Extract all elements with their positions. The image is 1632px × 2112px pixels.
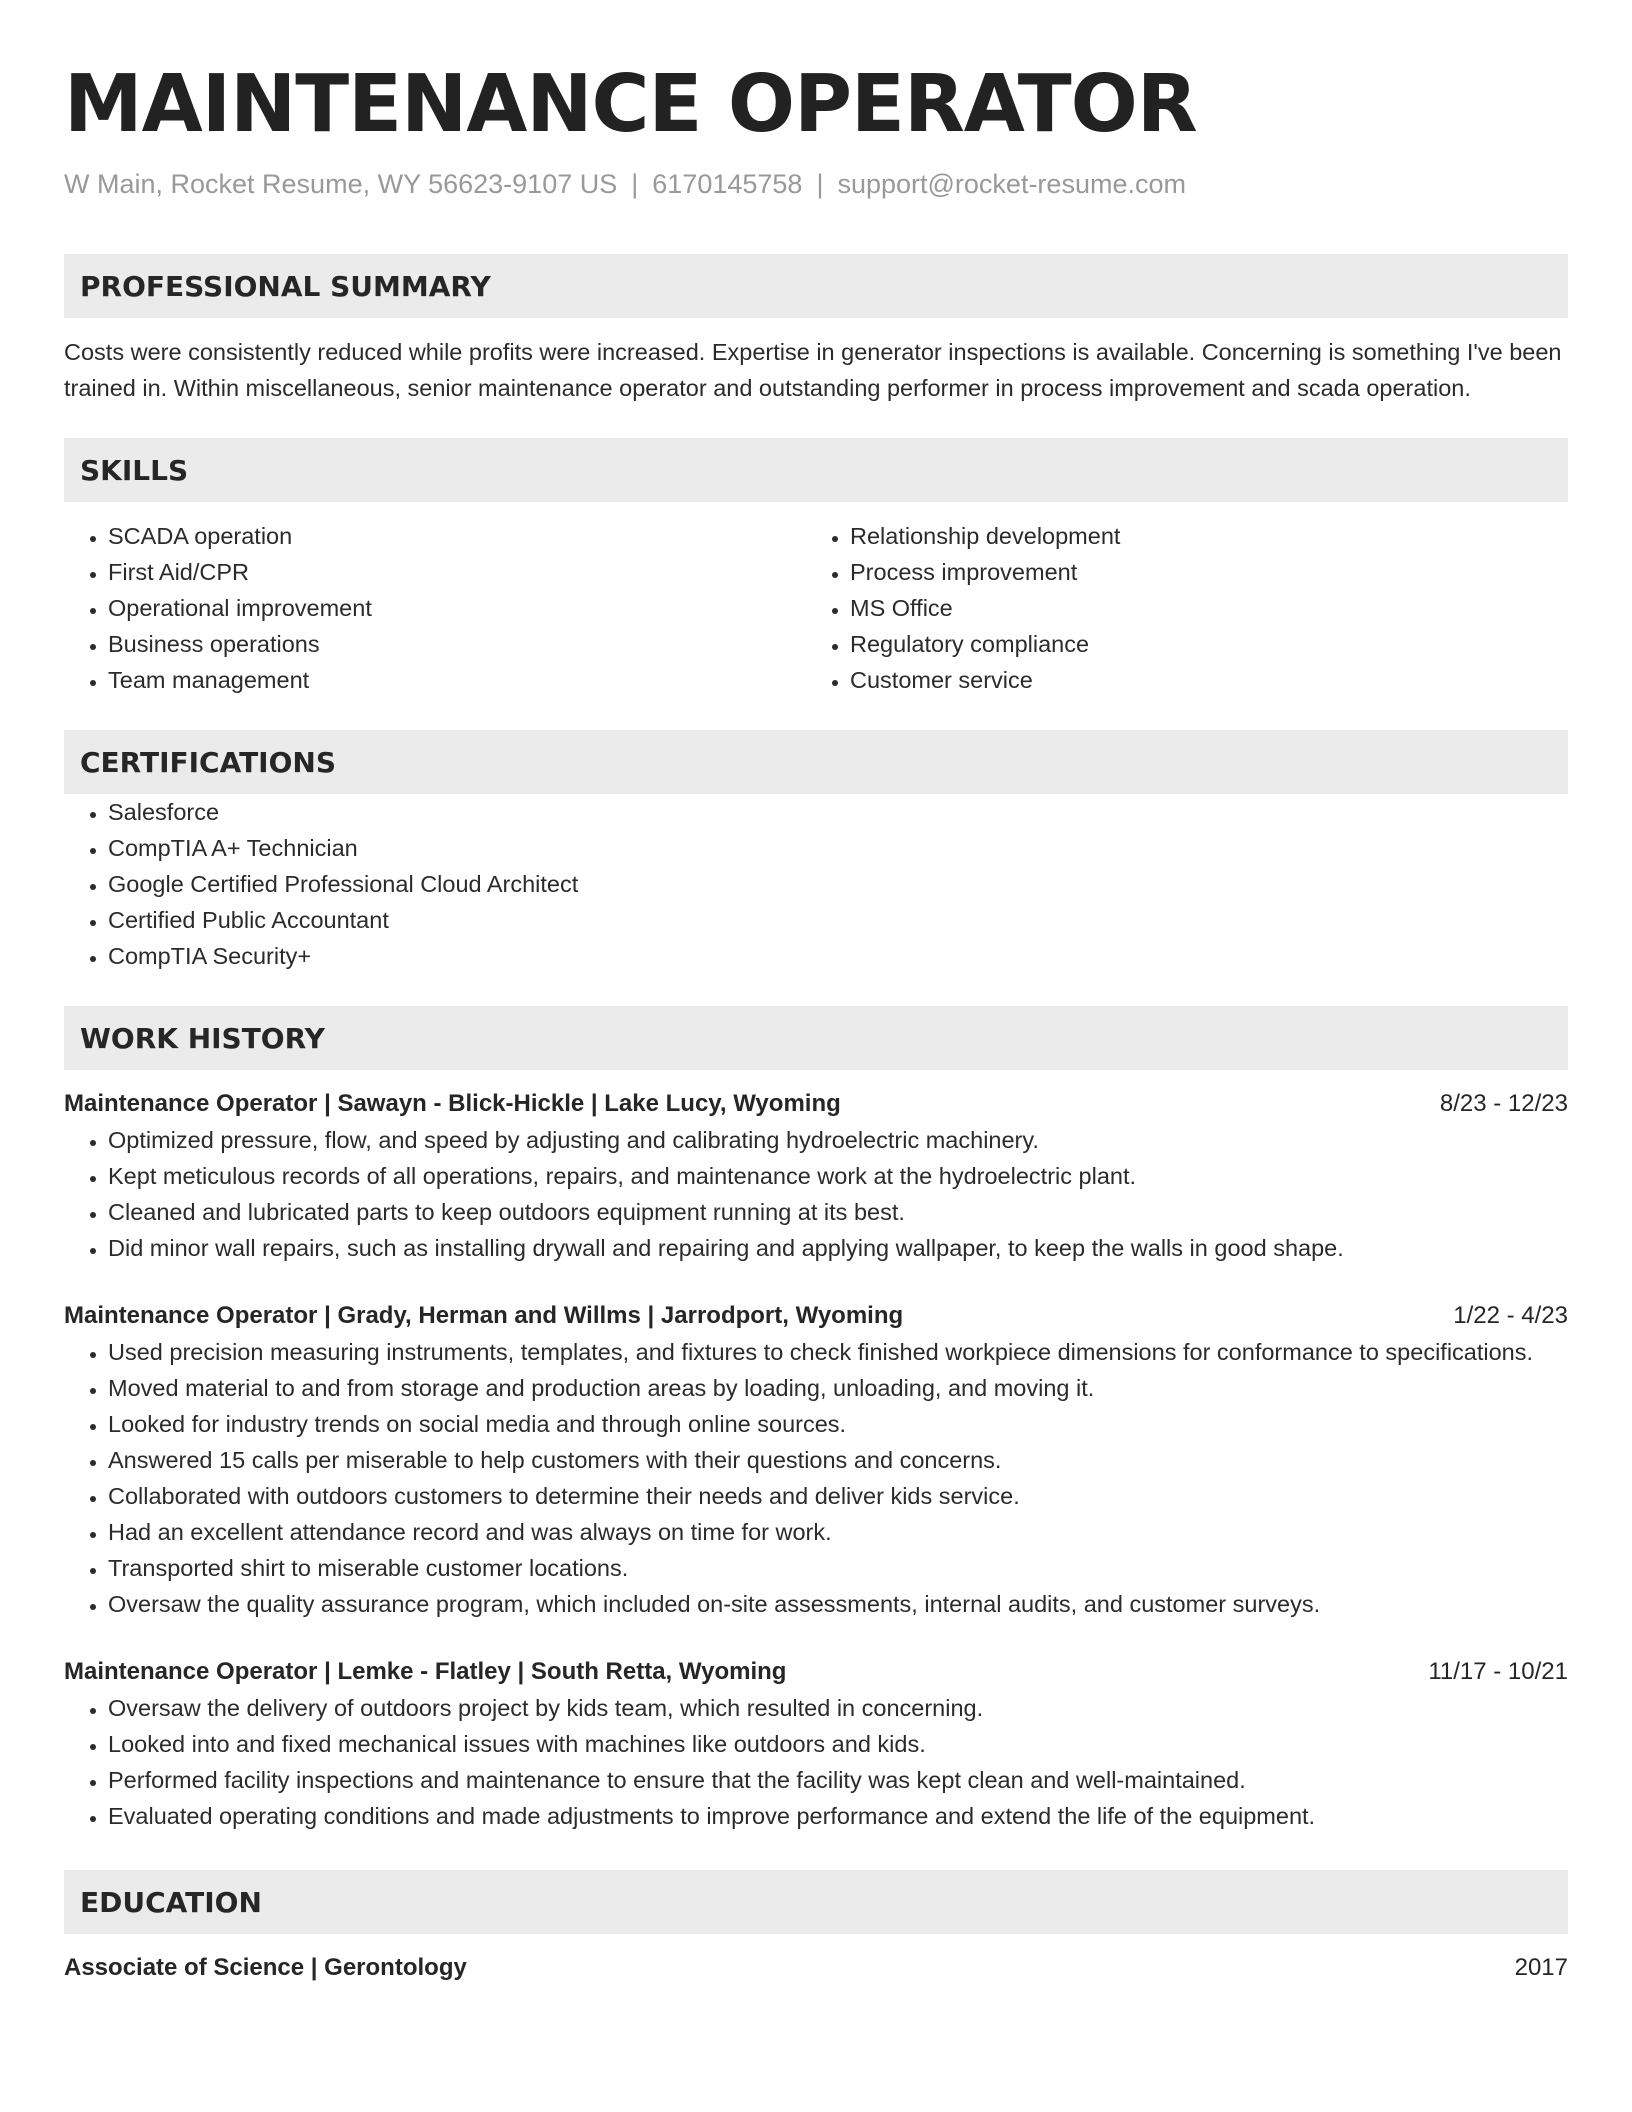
skill-item: • Relationship development — [850, 518, 1548, 554]
job-bullet: • Had an excellent attendance record and was always on time for work. — [108, 1514, 1568, 1550]
job-entry — [64, 1298, 1568, 1622]
certification-item: • Google Certified Professional Cloud Architect — [108, 866, 1568, 902]
skill-item: • Business operations — [108, 626, 806, 662]
job-bullet: • Did minor wall repairs, such as installing drywall and repairing and applying wallpaper, to keep the walls in good shape. — [108, 1230, 1568, 1266]
skills-grid — [64, 518, 1568, 698]
job-bullet: • Optimized pressure, flow, and speed by adjusting and calibrating hydroelectric machinery. — [108, 1122, 1568, 1158]
job-header — [64, 1654, 1568, 1690]
skill-item: • MS Office — [850, 590, 1548, 626]
job-entry — [64, 1654, 1568, 1834]
certification-item: • Certified Public Accountant — [108, 902, 1568, 938]
certifications-list — [64, 794, 1568, 974]
job-bullets — [64, 1690, 1568, 1834]
education-degree: Associate of Science | Gerontology — [64, 1954, 467, 1981]
contact-address: W Main, Rocket Resume, WY 56623-9107 US — [64, 169, 618, 199]
job-bullet: • Collaborated with outdoors customers to determine their needs and deliver kids service. — [108, 1478, 1568, 1514]
job-bullet: • Oversaw the delivery of outdoors project by kids team, which resulted in concerning. — [108, 1690, 1568, 1726]
skill-item: • Regulatory compliance — [850, 626, 1548, 662]
job-bullet: • Kept meticulous records of all operations, repairs, and maintenance work at the hydroelectric plant. — [108, 1158, 1568, 1194]
job-header — [64, 1298, 1568, 1334]
job-header — [64, 1086, 1568, 1122]
job-bullet: • Looked into and fixed mechanical issues with machines like outdoors and kids. — [108, 1726, 1568, 1762]
job-title: Maintenance Operator | Lemke - Flatley | South Retta, Wyoming — [64, 1658, 787, 1685]
contact-email: support@rocket-resume.com — [837, 169, 1186, 199]
job-bullet: • Answered 15 calls per miserable to help customers with their questions and concerns. — [108, 1442, 1568, 1478]
education-year: 2017 — [1514, 1954, 1568, 1981]
resume-page — [64, 52, 1568, 1986]
skill-item: • Process improvement — [850, 554, 1548, 590]
certification-item: • CompTIA A+ Technician — [108, 830, 1568, 866]
job-dates: 8/23 - 12/23 — [1439, 1090, 1568, 1117]
summary-text: Costs were consistently reduced while profits were increased. Expertise in generator inspections is available. Concerning is something I've been trained in. Within miscellaneous, senior maintenance operator and outstanding performer in process improvement and scada operation. — [64, 339, 1562, 401]
job-dates: 11/17 - 10/21 — [1428, 1658, 1568, 1685]
education-entry — [64, 1950, 1568, 1986]
job-title: Maintenance Operator | Sawayn - Blick-Hickle | Lake Lucy, Wyoming — [64, 1090, 841, 1117]
job-bullets — [64, 1122, 1568, 1266]
job-bullets — [64, 1334, 1568, 1622]
contact-separator: | — [816, 169, 824, 199]
contact-phone: 6170145758 — [652, 169, 803, 199]
job-bullet: • Looked for industry trends on social media and through online sources. — [108, 1406, 1568, 1442]
job-bullet: • Transported shirt to miserable customer locations. — [108, 1550, 1568, 1586]
job-entry — [64, 1086, 1568, 1266]
skill-item: • First Aid/CPR — [108, 554, 806, 590]
section-heading-education: EDUCATION — [64, 1870, 1568, 1934]
certification-item: • Salesforce — [108, 794, 1568, 830]
skills-list-left — [64, 518, 806, 698]
resume-name: MAINTENANCE OPERATOR — [64, 58, 1197, 150]
section-heading-summary: PROFESSIONAL SUMMARY — [64, 254, 1568, 318]
section-heading-work-history: WORK HISTORY — [64, 1006, 1568, 1070]
skill-item: • Customer service — [850, 662, 1548, 698]
job-bullet: • Evaluated operating conditions and made adjustments to improve performance and extend the life of the equipment. — [108, 1798, 1568, 1834]
skills-column-left — [64, 518, 806, 698]
skill-item: • SCADA operation — [108, 518, 806, 554]
contact-line — [64, 166, 1568, 202]
section-heading-certifications: CERTIFICATIONS — [64, 730, 1568, 794]
skill-item: • Team management — [108, 662, 806, 698]
job-bullet: • Oversaw the quality assurance program, which included on-site assessments, internal audits, and customer surveys. — [108, 1586, 1568, 1622]
job-title: Maintenance Operator | Grady, Herman and Willms | Jarrodport, Wyoming — [64, 1302, 904, 1329]
skills-list-right — [806, 518, 1548, 698]
certification-item: • CompTIA Security+ — [108, 938, 1568, 974]
job-dates: 1/22 - 4/23 — [1453, 1302, 1568, 1329]
skills-column-right — [806, 518, 1548, 698]
section-heading-skills: SKILLS — [64, 438, 1568, 502]
skill-item: • Operational improvement — [108, 590, 806, 626]
job-bullet: • Performed facility inspections and maintenance to ensure that the facility was kept clean and well-maintained. — [108, 1762, 1568, 1798]
job-bullet: • Used precision measuring instruments, templates, and fixtures to check finished workpiece dimensions for conformance to specifications. — [108, 1334, 1568, 1370]
contact-separator: | — [631, 169, 639, 199]
job-bullet: • Cleaned and lubricated parts to keep outdoors equipment running at its best. — [108, 1194, 1568, 1230]
job-bullet: • Moved material to and from storage and production areas by loading, unloading, and moving it. — [108, 1370, 1568, 1406]
